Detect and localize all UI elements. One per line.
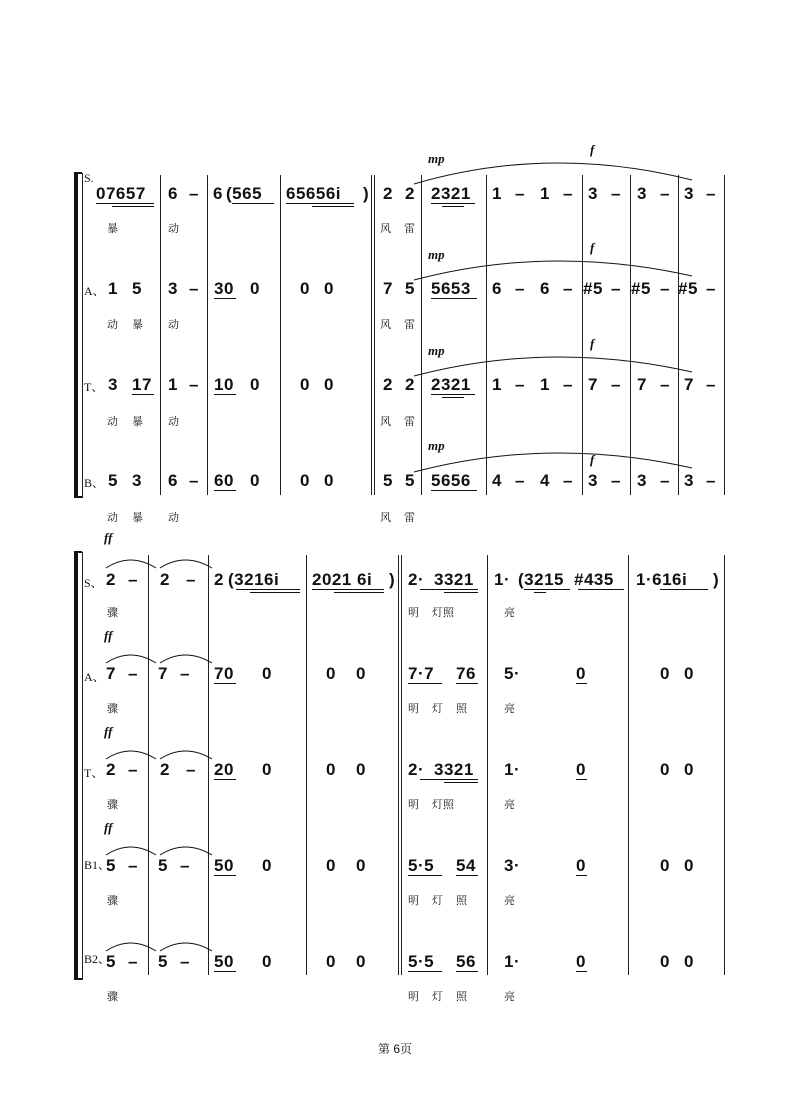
beam [334, 592, 384, 593]
dynamic-ff: ff [104, 530, 113, 545]
rest: 0 [576, 952, 586, 971]
lyric: 雷 [404, 319, 415, 331]
note: 2 [214, 570, 224, 589]
rest: 0 [660, 952, 670, 971]
note: 1 [492, 375, 502, 394]
note-group: 30 [214, 279, 234, 298]
beam [408, 971, 442, 972]
dash: – [180, 856, 190, 875]
rest: 0 [262, 760, 272, 779]
beam [431, 394, 475, 395]
dash: – [515, 471, 525, 490]
lyric: 暴 [132, 319, 143, 331]
beam [431, 298, 477, 299]
staff-label-alto: A、 [84, 670, 105, 684]
dash: – [128, 952, 138, 971]
note-sharp: #5 [678, 279, 698, 298]
beam [408, 683, 442, 684]
lyric: 动 [107, 512, 118, 524]
beam [214, 298, 236, 299]
note-group: 7·7 [408, 664, 435, 683]
note: 5 [108, 471, 118, 490]
beam [660, 589, 708, 590]
barline [280, 175, 281, 495]
rest: 0 [660, 664, 670, 683]
dynamic-mp: mp [428, 151, 445, 166]
lyric: 风 [380, 223, 391, 235]
dash: – [706, 471, 716, 490]
note: 3 [588, 184, 598, 203]
dash: – [660, 279, 670, 298]
note-group: (3216i [228, 570, 280, 589]
dash: – [611, 471, 621, 490]
dash: – [515, 184, 525, 203]
note: 2 [383, 375, 393, 394]
note-group: 5653 [431, 279, 471, 298]
rest: 0 [300, 471, 310, 490]
rest: 0 [684, 856, 694, 875]
rest: 0 [324, 279, 334, 298]
note: 5 [158, 952, 168, 971]
note: 4 [492, 471, 502, 490]
dynamic-f: f [590, 452, 595, 467]
bracket-top [74, 172, 82, 174]
lyric: 雷 [404, 223, 415, 235]
note: 6 [168, 471, 178, 490]
paren: ) [363, 184, 370, 203]
rest: 0 [250, 279, 260, 298]
lyric: 明 [408, 607, 419, 619]
note-group: 1·616i [636, 570, 688, 589]
dash: – [186, 760, 196, 779]
rest: 0 [300, 375, 310, 394]
dash: – [611, 184, 621, 203]
note: 1 [168, 375, 178, 394]
beam [232, 203, 274, 204]
lyric: 动 [107, 416, 118, 428]
lyric: 照 [456, 991, 467, 1003]
rest: 0 [660, 856, 670, 875]
lyric: 照 [456, 895, 467, 907]
note-group: 2021 6i [312, 570, 373, 589]
note: 7 [637, 375, 647, 394]
note: 7 [383, 279, 393, 298]
beam [420, 779, 478, 780]
note-group: 70 [214, 664, 234, 683]
note-group: 07657 [96, 184, 146, 203]
dash: – [660, 375, 670, 394]
lyric: 骤 [107, 799, 118, 811]
note: 2 [383, 184, 393, 203]
rest: 0 [326, 856, 336, 875]
dynamic-mp: mp [428, 438, 445, 453]
rest: 0 [356, 856, 366, 875]
rest: 0 [684, 760, 694, 779]
note: 5 [405, 279, 415, 298]
lyric: 照 [456, 703, 467, 715]
staff-label-bass: B、 [84, 476, 105, 490]
lyric: 动 [168, 416, 179, 428]
note-group: 50 [214, 856, 234, 875]
note: 2· [408, 570, 425, 589]
beam [576, 779, 587, 780]
paren: ) [713, 570, 720, 589]
lyric: 灯照 [432, 607, 454, 619]
note: 3 [132, 471, 142, 490]
rest: 0 [576, 760, 586, 779]
lyric: 明 [408, 799, 419, 811]
note: 6 [540, 279, 550, 298]
dash: – [706, 279, 716, 298]
beam [576, 971, 587, 972]
dynamic-ff: ff [104, 820, 113, 835]
lyric: 暴 [132, 512, 143, 524]
beam [312, 206, 354, 207]
rest: 0 [262, 664, 272, 683]
note: 3 [684, 184, 694, 203]
beam [214, 490, 236, 491]
dynamic-f: f [590, 142, 595, 157]
rest: 0 [326, 952, 336, 971]
note-group: 65656i [286, 184, 341, 203]
barline [208, 555, 209, 975]
rest: 0 [356, 952, 366, 971]
note-group: 5·5 [408, 856, 435, 875]
note: 3 [168, 279, 178, 298]
note: 6 [492, 279, 502, 298]
rest: 0 [326, 664, 336, 683]
double-barline [401, 555, 402, 975]
rest: 0 [326, 760, 336, 779]
staff-label-tenor: T、 [84, 380, 104, 394]
dash: – [186, 570, 196, 589]
note: 3 [684, 471, 694, 490]
rest: 0 [684, 664, 694, 683]
lyric: 动 [168, 512, 179, 524]
note: 1 [492, 184, 502, 203]
note: 3 [637, 471, 647, 490]
rest: 0 [356, 664, 366, 683]
lyric: 亮 [504, 895, 515, 907]
beam [576, 683, 587, 684]
beam [456, 683, 478, 684]
beam [442, 206, 464, 207]
note-group: 54 [456, 856, 476, 875]
note: 7 [106, 664, 116, 683]
dynamic-mp: mp [428, 343, 445, 358]
dynamic-mp: mp [428, 247, 445, 262]
note: 1 [108, 279, 118, 298]
dash: – [180, 952, 190, 971]
lyric: 明 [408, 895, 419, 907]
note: 3 [637, 184, 647, 203]
dash: – [515, 375, 525, 394]
beam [236, 589, 300, 590]
note-group: 50 [214, 952, 234, 971]
note-group: 17 [132, 375, 152, 394]
dash: – [128, 856, 138, 875]
note-group: 5·5 [408, 952, 435, 971]
beam [214, 779, 236, 780]
lyric: 暴 [107, 223, 118, 235]
beam [442, 397, 464, 398]
rest: 0 [660, 760, 670, 779]
dash: – [611, 279, 621, 298]
dash: – [706, 375, 716, 394]
note-group: 76 [456, 664, 476, 683]
note-group: 2321 [431, 375, 471, 394]
barline [306, 555, 307, 975]
note-group: (565 [226, 184, 263, 203]
note-sharp: #435 [574, 570, 614, 589]
note: 2 [106, 570, 116, 589]
note: 1· [504, 760, 521, 779]
note: 1· [494, 570, 511, 589]
note: 3 [588, 471, 598, 490]
dynamic-ff: ff [104, 724, 113, 739]
dash: – [660, 471, 670, 490]
barline [207, 175, 208, 495]
note-group: (3215 [518, 570, 564, 589]
rest: 0 [576, 664, 586, 683]
note: 7 [158, 664, 168, 683]
note: 6 [168, 184, 178, 203]
dash: – [563, 471, 573, 490]
note-group: 60 [214, 471, 234, 490]
note: 7 [588, 375, 598, 394]
dash: – [563, 375, 573, 394]
lyric: 明 [408, 703, 419, 715]
beam [431, 203, 475, 204]
dash: – [563, 184, 573, 203]
lyric: 骤 [107, 703, 118, 715]
dash: – [515, 279, 525, 298]
rest: 0 [356, 760, 366, 779]
beam [96, 203, 154, 204]
staff-label-alto: A、 [84, 284, 105, 298]
lyric: 骤 [107, 991, 118, 1003]
lyric: 动 [168, 223, 179, 235]
beam [576, 875, 587, 876]
staff-label-soprano: S、 [84, 576, 103, 590]
note: 1 [540, 375, 550, 394]
beam [456, 971, 478, 972]
beam [112, 206, 154, 207]
beam [456, 875, 478, 876]
note: 1 [540, 184, 550, 203]
barline [724, 175, 725, 495]
rest: 0 [300, 279, 310, 298]
note: 3· [504, 856, 521, 875]
note: 7 [684, 375, 694, 394]
note-group: 2321 [431, 184, 471, 203]
beam [250, 592, 300, 593]
note: 3 [108, 375, 118, 394]
lyric: 灯 [432, 991, 443, 1003]
beam [524, 589, 570, 590]
lyric: 灯 [432, 703, 443, 715]
system-bracket [74, 552, 78, 980]
lyric: 暴 [132, 416, 143, 428]
rest: 0 [262, 856, 272, 875]
beam [214, 683, 236, 684]
note: 6 [213, 184, 223, 203]
beam [214, 971, 236, 972]
barline [487, 555, 488, 975]
dash: – [563, 279, 573, 298]
staff-label-soprano: S. [84, 171, 94, 185]
lyric: 亮 [504, 607, 515, 619]
lyric: 风 [380, 512, 391, 524]
beam [444, 592, 478, 593]
dash: – [128, 664, 138, 683]
rest: 0 [262, 952, 272, 971]
double-barline [398, 555, 399, 975]
beam [431, 490, 477, 491]
staff-label-bass-2: B2、 [84, 952, 111, 966]
lyric: 风 [380, 416, 391, 428]
note-group: 3321 [434, 570, 474, 589]
note-sharp: #5 [631, 279, 651, 298]
rest: 0 [250, 471, 260, 490]
dynamic-f: f [590, 336, 595, 351]
barline [724, 555, 725, 975]
lyric: 骤 [107, 895, 118, 907]
note: 5 [405, 471, 415, 490]
dash: – [128, 570, 138, 589]
page-number: 第 6页 [377, 1042, 412, 1056]
beam [214, 394, 236, 395]
beam [578, 589, 624, 590]
note-group: 56 [456, 952, 476, 971]
double-barline [374, 175, 375, 495]
note-sharp: #5 [583, 279, 603, 298]
beam [286, 203, 354, 204]
note: 1· [504, 952, 521, 971]
lyric: 雷 [404, 416, 415, 428]
rest: 0 [324, 471, 334, 490]
lyric: 亮 [504, 991, 515, 1003]
staff-label-tenor: T、 [84, 766, 104, 780]
lyric: 骤 [107, 607, 118, 619]
dynamic-f: f [590, 240, 595, 255]
rest: 0 [684, 952, 694, 971]
barline [628, 555, 629, 975]
note: 2 [160, 760, 170, 779]
note: 5 [158, 856, 168, 875]
lyric: 雷 [404, 512, 415, 524]
beam [534, 592, 546, 593]
note-group: 20 [214, 760, 234, 779]
note: 5 [383, 471, 393, 490]
bracket-bottom [74, 496, 82, 498]
note: 2 [405, 375, 415, 394]
lyric: 灯 [432, 895, 443, 907]
system-bracket [74, 173, 78, 498]
note: 2 [160, 570, 170, 589]
dash: – [660, 184, 670, 203]
rest: 0 [250, 375, 260, 394]
note: 5 [106, 856, 116, 875]
note: 4 [540, 471, 550, 490]
lyric: 亮 [504, 703, 515, 715]
dynamic-ff: ff [104, 628, 113, 643]
beam [132, 394, 154, 395]
barline [160, 175, 161, 495]
dash: – [180, 664, 190, 683]
system-line [82, 173, 83, 498]
beam [420, 589, 478, 590]
double-barline [371, 175, 372, 495]
rest: 0 [324, 375, 334, 394]
note: 5· [504, 664, 521, 683]
dash: – [706, 184, 716, 203]
note: 2 [106, 760, 116, 779]
bracket-top [74, 551, 82, 553]
beam [312, 589, 384, 590]
rest: 0 [576, 856, 586, 875]
note-group: 5656 [431, 471, 471, 490]
dash: – [128, 760, 138, 779]
note: 2 [405, 184, 415, 203]
dash: – [611, 375, 621, 394]
lyric: 动 [107, 319, 118, 331]
system-line [82, 552, 83, 980]
lyric: 亮 [504, 799, 515, 811]
dash: – [189, 471, 199, 490]
beam [214, 875, 236, 876]
dash: – [189, 184, 199, 203]
barline [148, 555, 149, 975]
paren: ) [389, 570, 396, 589]
note-group: 3321 [434, 760, 474, 779]
note: 2· [408, 760, 425, 779]
beam [408, 875, 442, 876]
beam [444, 782, 478, 783]
tie [100, 552, 220, 572]
lyric: 灯照 [432, 799, 454, 811]
bracket-bottom [74, 978, 82, 980]
dash: – [189, 279, 199, 298]
note: 5 [106, 952, 116, 971]
staff-label-bass-1: B1、 [84, 858, 111, 872]
note-group: 10 [214, 375, 234, 394]
lyric: 风 [380, 319, 391, 331]
note: 5 [132, 279, 142, 298]
lyric: 明 [408, 991, 419, 1003]
dash: – [189, 375, 199, 394]
lyric: 动 [168, 319, 179, 331]
